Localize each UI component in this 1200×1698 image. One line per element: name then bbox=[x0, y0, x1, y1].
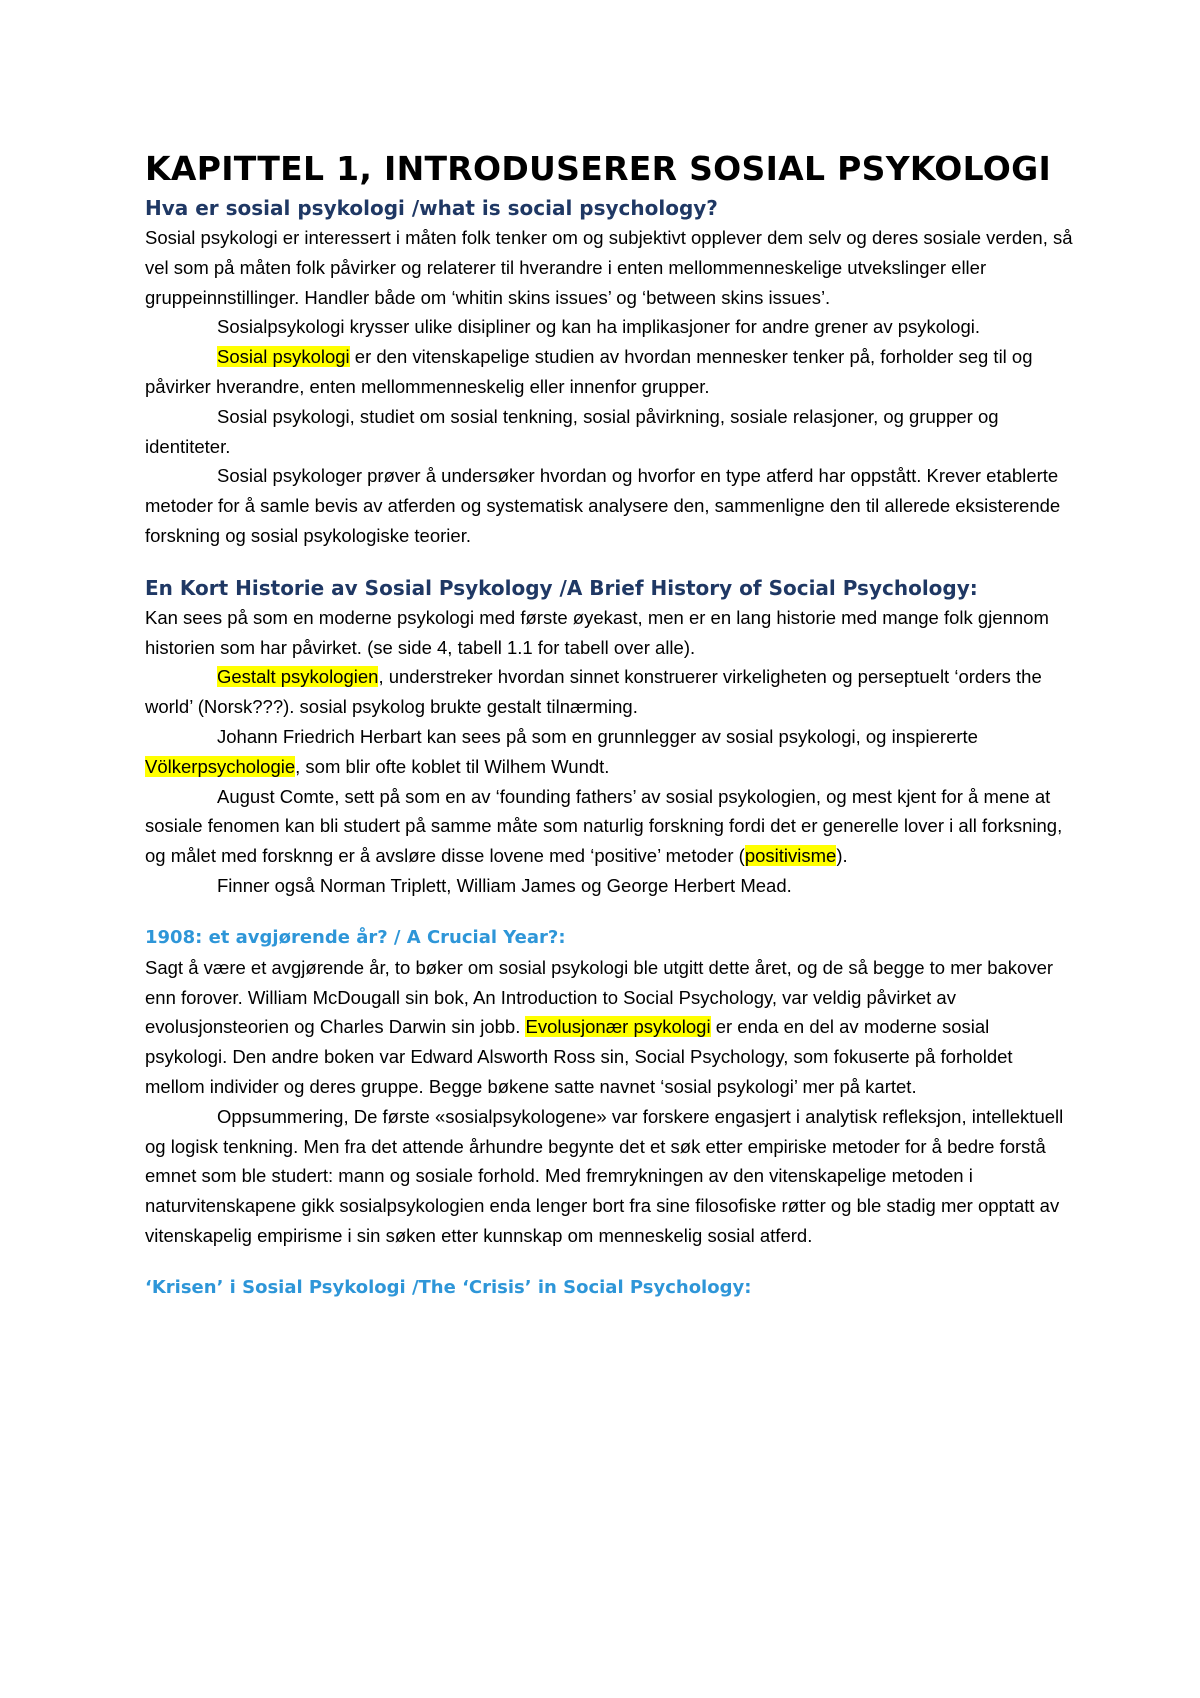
section-heading-what-is: Hva er sosial psykologi /what is social psychology? bbox=[145, 196, 718, 220]
highlighted-term: Evolusjonær psykologi bbox=[525, 1016, 711, 1038]
paragraph-text: er enda en del av moderne sosial psykologi. Den andre boken var Edward Alsworth Ross sin, Social Psychology, som fokuserte på forholdet mellom individer og deres gruppe. Begge bøkene satte navnet ‘sosial psykologi’ mer på kartet. bbox=[145, 1016, 1013, 1097]
paragraph-text: ). bbox=[836, 845, 848, 867]
paragraph: Kan sees på som en moderne psykologi med første øyekast, men er en lang historie med mange folk gjennom historien som har påvirket. (se side 4, tabell 1.1 for tabell over alle). bbox=[145, 606, 1049, 658]
paragraph: Oppsummering, De første «sosialpsykologene» var forskere engasjert i analytisk refleksjon, intellektuell og logisk tenkning. Men fra det attende århundre begynte det et søk etter empiriske metoder for å bedre forstå emnet som ble studert: mann og sosiale forhold. Med fremrykningen av den vitenskapelige metoden i naturvitenskapene gikk sosialpsykologien enda lenger bort fra sine filosofiske røtter og ble stadig mer opptatt av vitenskapelig empirisme i sin søken etter kunnskap om menneskelig sosial atferd. bbox=[145, 1105, 1064, 1246]
paragraph bbox=[145, 342, 1075, 402]
paragraph bbox=[145, 953, 1075, 1102]
paragraph: Sosial psykologi, studiet om sosial tenkning, sosial påvirkning, sosiale relasjoner, og grupper og identiteter. bbox=[145, 405, 999, 457]
paragraph: Sosial psykologer prøver å undersøker hvordan og hvorfor en type atferd har oppstått. Krever etablerte metoder for å samle bevis av atferden og systematisk analysere den, sammenligne den til allerede eksisterende forskning og sosial psykologiske teorier. bbox=[145, 465, 1061, 546]
paragraph: Sosialpsykologi krysser ulike disipliner og kan ha implikasjoner for andre grener av psykologi. bbox=[217, 316, 980, 338]
highlighted-term: Sosial psykologi bbox=[217, 346, 350, 368]
paragraph-text: , som blir ofte koblet til Wilhem Wundt. bbox=[295, 755, 610, 777]
highlighted-term: Gestalt psykologien bbox=[217, 666, 379, 688]
paragraph-text: er den vitenskapelige studien av hvordan mennesker tenker på, forholder seg til og påvirker hverandre, enten mellommenneskelig eller innenfor grupper. bbox=[145, 346, 1033, 397]
section-heading-crisis: ‘Krisen’ i Sosial Psykologi /The ‘Crisis’ in Social Psychology: bbox=[145, 1276, 752, 1298]
highlighted-term: Völkerpsychologie bbox=[145, 755, 296, 777]
paragraph-text: August Comte, sett på som en av ‘founding fathers’ av sosial psykologien, og mest kjent for å mene at sosiale fenomen kan bli studert på samme måte som naturlig forskning fordi det er generelle lover i all forksning, og målet med forsknng er å avsløre disse lovene med ‘positive’ metoder ( bbox=[145, 785, 1063, 867]
paragraph-text: Johann Friedrich Herbart kan sees på som en grunnlegger av sosial psykologi, og inspiererte bbox=[217, 725, 978, 747]
paragraph: Finner også Norman Triplett, William James og George Herbert Mead. bbox=[217, 874, 792, 896]
paragraph-text: Sagt å være et avgjørende år, to bøker om sosial psykologi ble utgitt dette året, og de så begge to mer bakover enn forover. William McDougall sin bok, An Introduction to Social Psychology, var veldig påvirket av evolusjonsteorien og Charles Darwin sin jobb. bbox=[145, 956, 1054, 1038]
section-heading-1908: 1908: et avgjørende år? / A Crucial Year?: bbox=[145, 926, 566, 948]
chapter-title: KAPITTEL 1, INTRODUSERER SOSIAL PSYKOLOGI bbox=[145, 149, 1052, 188]
paragraph-text: , understreker hvordan sinnet konstruerer virkeligheten og perseptuelt ‘orders the world’ (Norsk???). sosial psykolog brukte gestalt tilnærming. bbox=[145, 666, 1042, 718]
highlighted-term: positivisme bbox=[744, 845, 837, 867]
paragraph bbox=[145, 722, 1075, 782]
paragraph bbox=[145, 662, 1075, 722]
paragraph: Sosial psykologi er interessert i måten folk tenker om og subjektivt opplever dem selv og deres sosiale verden, så vel som på måten folk påvirker og relaterer til hverandre i enten mellommenneskelige utvekslinger eller gruppeinnstillinger. Handler både om ‘whitin skins issues’ og ‘between skins issues’. bbox=[145, 227, 1073, 308]
paragraph bbox=[145, 782, 1075, 871]
document-body bbox=[145, 148, 1075, 1303]
section-heading-history: En Kort Historie av Sosial Psykology /A Brief History of Social Psychology: bbox=[145, 575, 978, 600]
